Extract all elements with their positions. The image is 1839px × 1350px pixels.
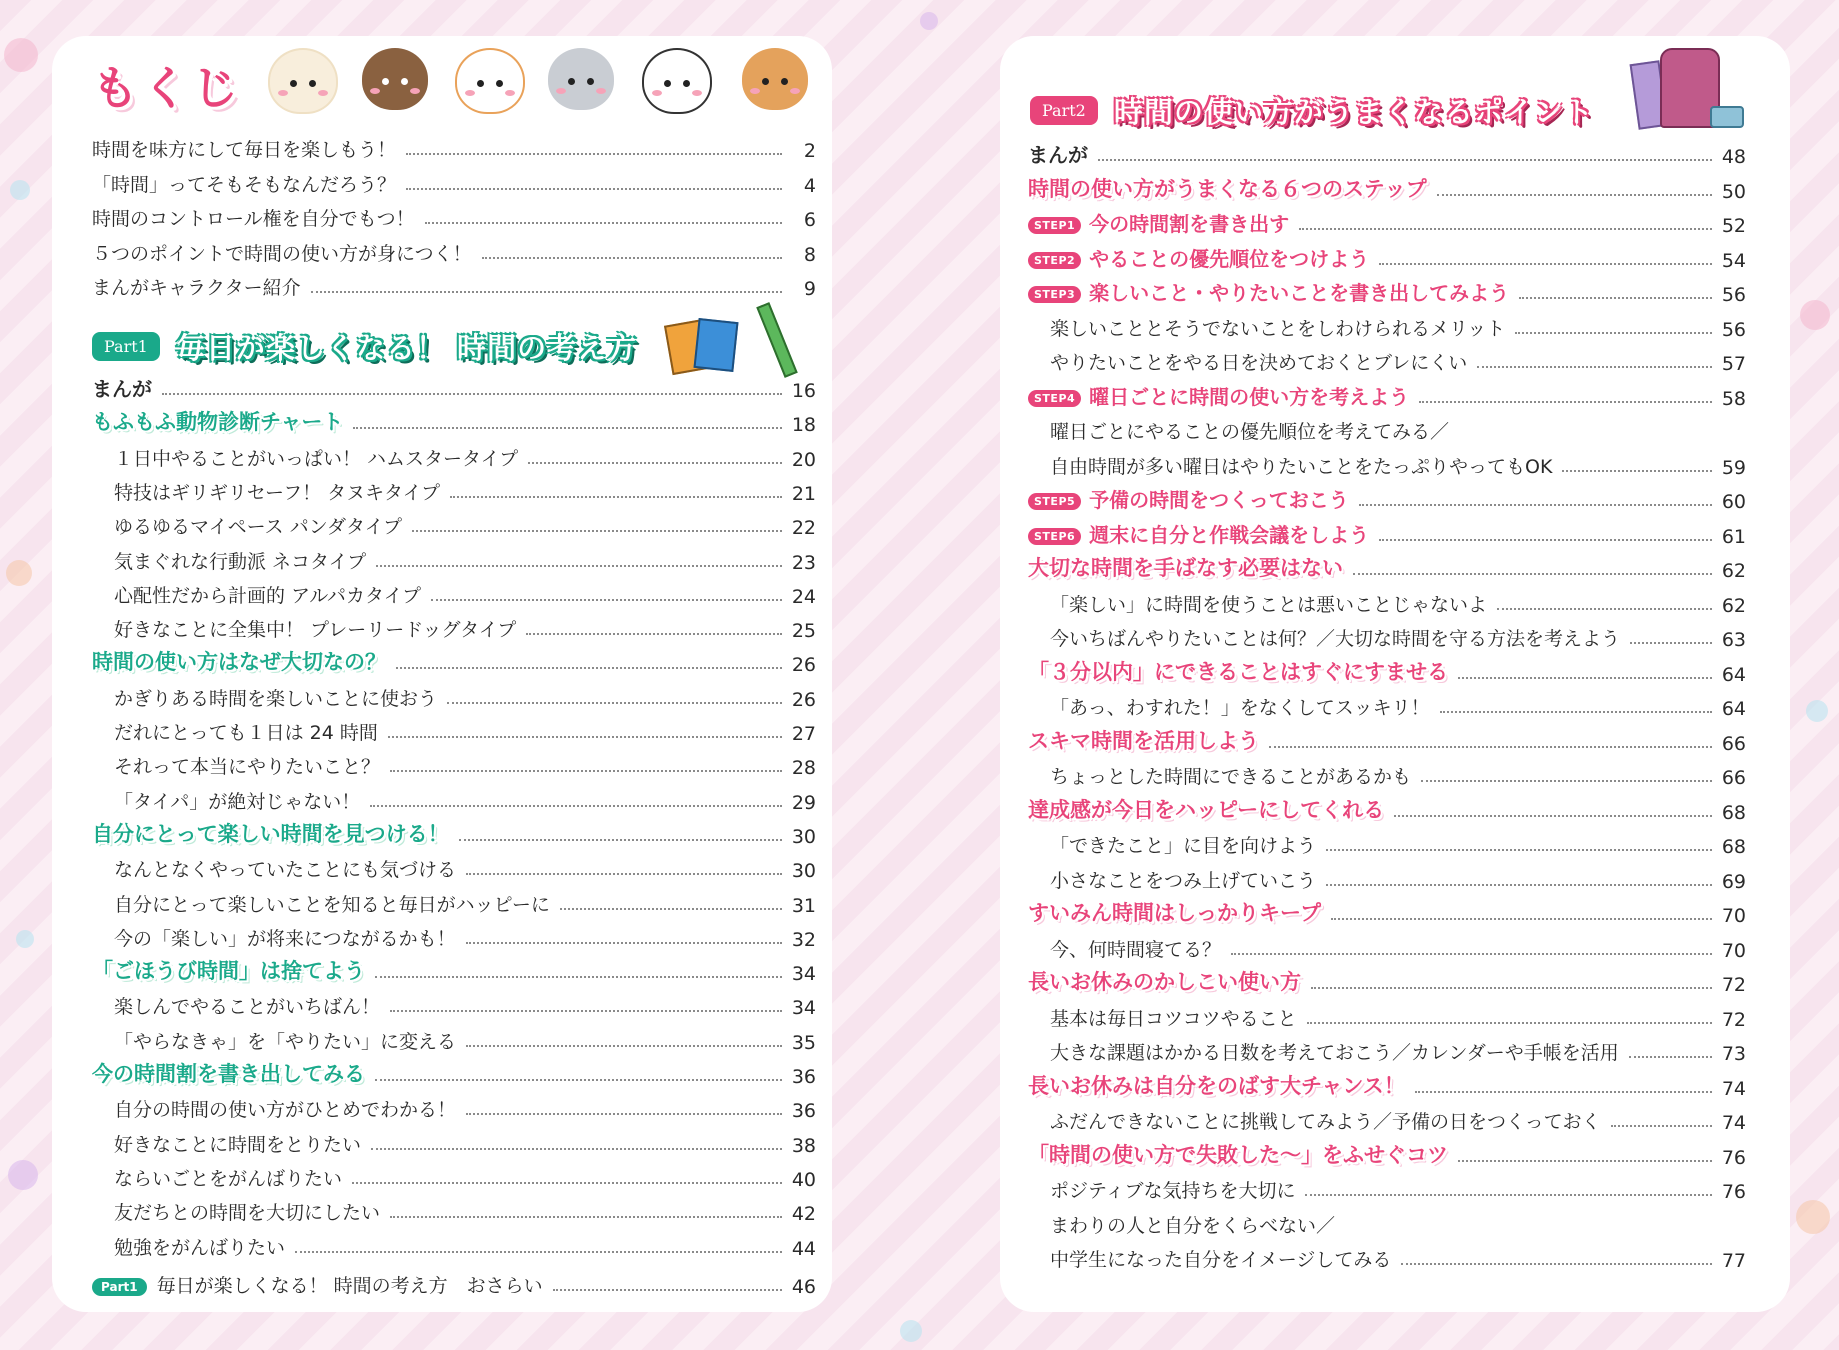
- toc-row[interactable]: [92, 646, 816, 676]
- toc-entry-title: 「やらなきゃ」を「やりたい」に変える: [114, 1030, 457, 1053]
- page-number: 21: [791, 482, 816, 505]
- page-number: 48: [1721, 146, 1746, 168]
- page-number: 35: [791, 1031, 816, 1054]
- toc-row[interactable]: [114, 1127, 816, 1157]
- toc-row[interactable]: [1028, 966, 1746, 996]
- part1-review-badge: Part1: [92, 1278, 147, 1296]
- page-number: 4: [803, 174, 816, 197]
- page-number: 26: [791, 654, 816, 677]
- toc-row[interactable]: [114, 612, 816, 642]
- toc-entry-title: まんが: [92, 377, 152, 401]
- page-number: 57: [1721, 353, 1746, 375]
- part2-badge: Part2: [1030, 96, 1098, 125]
- toc-entry-title: 長いお休みは自分をのばす大チャンス！: [1028, 1073, 1405, 1098]
- page-number: 72: [1721, 1008, 1746, 1031]
- toc-row[interactable]: [1028, 725, 1746, 755]
- dot-leader: [1440, 711, 1712, 713]
- toc-row[interactable]: [114, 475, 816, 505]
- toc-row[interactable]: [1028, 656, 1746, 686]
- step-badge: STEP2: [1028, 252, 1081, 269]
- dot-leader: [1098, 159, 1712, 161]
- page-number: 36: [791, 1066, 816, 1088]
- toc-entry-title: 曜日ごとにやることの優先順位を考えてみる／: [1050, 421, 1450, 443]
- toc-row[interactable]: [1050, 1242, 1746, 1272]
- toc-entry-title: ５つのポイントで時間の使い方が身につく！: [92, 242, 472, 265]
- page-number: 29: [791, 791, 816, 814]
- toc-entry-title: STEP6 週末に自分と作戦会議をしよう: [1028, 519, 1369, 548]
- toc-entry-title: 楽しんでやることがいちばん！: [114, 996, 381, 1019]
- toc-row[interactable]: [114, 681, 816, 711]
- toc-entry-title: 「ごほうび時間」は捨てよう: [92, 959, 365, 984]
- toc-row[interactable]: [114, 578, 816, 608]
- page-number: 76: [1721, 1181, 1746, 1203]
- dot-leader: [425, 222, 782, 224]
- page-number: 38: [791, 1134, 816, 1157]
- toc-row[interactable]: [1028, 483, 1746, 513]
- toc-entry-title: 今、何時間寝てる？: [1050, 938, 1222, 961]
- toc-row[interactable]: [1028, 173, 1746, 203]
- toc-row[interactable]: [1028, 518, 1746, 548]
- toc-row[interactable]: [114, 544, 816, 574]
- dot-leader: [560, 908, 782, 910]
- hamster-icon: [548, 48, 614, 110]
- dot-leader: [1515, 332, 1712, 334]
- toc-row[interactable]: [92, 270, 816, 300]
- toc-row[interactable]: [114, 715, 816, 745]
- page-number: 28: [791, 757, 816, 780]
- dot-leader: [390, 1216, 782, 1218]
- toc-row[interactable]: [1028, 897, 1746, 927]
- page-number: 24: [791, 585, 816, 608]
- part1-badge: Part1: [92, 332, 160, 361]
- page-number: 76: [1721, 1146, 1746, 1169]
- page-number: 27: [791, 723, 816, 745]
- toc-entry-title: 今の時間割を書き出してみる: [92, 1062, 365, 1086]
- dot-leader: [466, 873, 782, 875]
- toc-row[interactable]: [92, 167, 816, 197]
- toc-entry-title: スキマ時間を活用しよう: [1028, 728, 1259, 753]
- dot-leader: [371, 1148, 782, 1150]
- toc-entry-title: ちょっとした時間にできることがあるかも: [1050, 766, 1412, 788]
- page-number: 26: [791, 688, 816, 711]
- toc-row[interactable]: [1028, 794, 1746, 824]
- toc-entry-title: それって本当にやりたいこと？: [114, 756, 381, 779]
- toc-row[interactable]: [114, 1195, 816, 1225]
- page-number: 2: [803, 140, 816, 162]
- toc-row[interactable]: [1050, 449, 1746, 479]
- toc-row[interactable]: [1050, 1208, 1746, 1238]
- toc-row[interactable]: [92, 1058, 816, 1088]
- toc-row[interactable]: [114, 1161, 816, 1191]
- dot-leader: [1379, 263, 1712, 265]
- toc-row[interactable]: [1050, 690, 1746, 720]
- toc-entry-title: Part1 毎日が楽しくなる！ 時間の考え方 おさらい: [92, 1271, 543, 1298]
- toc-entry-title: すいみん時間はしっかりキープ: [1028, 901, 1321, 925]
- toc-entry-title: 長いお休みのかしこい使い方: [1028, 970, 1301, 994]
- page-number: 50: [1721, 180, 1746, 203]
- toc-row[interactable]: [92, 236, 816, 266]
- dot-leader: [1359, 504, 1712, 506]
- toc-row[interactable]: [114, 1092, 816, 1122]
- toc-entry-title: 時間を味方にして毎日を楽しもう！: [92, 139, 397, 161]
- toc-entry-title: 中学生になった自分をイメージしてみる: [1050, 1249, 1392, 1271]
- toc-row[interactable]: [1050, 414, 1746, 444]
- dot-leader: [1331, 918, 1712, 920]
- toc-row[interactable]: [1028, 552, 1746, 582]
- page-number: 72: [1721, 974, 1746, 996]
- toc-row[interactable]: [92, 372, 816, 402]
- toc-entry-title: 「時間」ってそもそもなんだろう？: [92, 173, 397, 196]
- page-number: 52: [1721, 215, 1746, 237]
- page-number: 64: [1721, 663, 1746, 686]
- step-badge: STEP1: [1028, 217, 1081, 234]
- page-number: 66: [1721, 732, 1746, 755]
- toc-row[interactable]: [1050, 1035, 1746, 1065]
- dot-leader: [450, 496, 782, 498]
- part1-title: 毎日が楽しくなる！ 時間の考え方: [176, 331, 638, 365]
- toc-entry-title: 「時間の使い方で失敗した〜」をふせぐコツ: [1028, 1142, 1448, 1167]
- cat-icon: [455, 48, 525, 114]
- school-bag-icon: [1630, 40, 1740, 130]
- toc-entry-title: 「３分以内」にできることはすぐにすませる: [1028, 659, 1448, 684]
- toc-row[interactable]: [1050, 1001, 1746, 1031]
- prairie-dog-icon: [742, 48, 808, 110]
- dot-leader: [412, 530, 782, 532]
- page-number: 44: [791, 1237, 816, 1260]
- toc-entry-title: 自分の時間の使い方がひとめでわかる！: [114, 1099, 457, 1122]
- notebooks-icon: [668, 318, 738, 370]
- dot-leader: [388, 736, 782, 738]
- toc-entry-title: 心配性だから計画的 アルパカタイプ: [114, 584, 422, 607]
- toc-row[interactable]: [1050, 345, 1746, 375]
- page-number: 22: [791, 517, 816, 540]
- dot-leader: [390, 1010, 782, 1012]
- toc-entry-title: 気まぐれな行動派 ネコタイプ: [114, 550, 367, 573]
- toc-row[interactable]: [92, 201, 816, 231]
- dot-leader: [396, 667, 782, 669]
- page-number: 68: [1721, 801, 1746, 824]
- dot-leader: [375, 976, 782, 978]
- page-number: 23: [791, 551, 816, 574]
- toc-entry-title: やりたいことをやる日を決めておくとブレにくい: [1050, 352, 1468, 374]
- toc-row[interactable]: [1050, 587, 1746, 617]
- toc-entry-title: 今の「楽しい」が将来につながるかも！: [114, 927, 456, 950]
- dot-leader: [1458, 1160, 1712, 1162]
- toc-entry-title: STEP3 楽しいこと・やりたいことを書き出してみよう: [1028, 277, 1509, 306]
- alpaca-icon: [268, 48, 338, 114]
- toc-entry-title: 好きなことに全集中！ プレーリードッグタイプ: [114, 619, 517, 642]
- page-number: 54: [1721, 249, 1746, 272]
- page-number: 9: [803, 278, 816, 300]
- page-number: 6: [803, 209, 816, 231]
- toc-entry-title: １日中やることがいっぱい！ ハムスタータイプ: [114, 447, 519, 470]
- dot-leader: [1497, 608, 1712, 610]
- toc-entry-title: 大きな課題はかかる日数を考えておこう／カレンダーや手帳を活用: [1050, 1042, 1619, 1064]
- toc-entry-title: 時間のコントロール権を自分でもつ！: [92, 208, 415, 230]
- toc-row[interactable]: [1028, 1139, 1746, 1169]
- toc-row[interactable]: [114, 852, 816, 882]
- toc-row[interactable]: [114, 509, 816, 539]
- toc-entry-title: 「楽しい」に時間を使うことは悪いことじゃないよ: [1050, 593, 1488, 616]
- dot-leader: [1326, 884, 1712, 886]
- dot-leader: [447, 702, 782, 704]
- page-number: 66: [1721, 767, 1746, 789]
- toc-entry-title: 大切な時間を手ばなす必要はない: [1028, 556, 1343, 580]
- page-number: 58: [1721, 387, 1746, 410]
- dot-leader: [1477, 366, 1712, 368]
- dot-leader: [1379, 539, 1712, 541]
- dot-leader: [162, 393, 782, 395]
- toc-entry-title: 基本は毎日コツコツやること: [1050, 1007, 1297, 1030]
- toc-row[interactable]: [114, 784, 816, 814]
- toc-entry-title: だれにとっても１日は 24 時間: [114, 722, 378, 744]
- dot-leader: [1421, 780, 1712, 782]
- dot-leader: [1401, 1263, 1711, 1265]
- toc-row[interactable]: [92, 1268, 816, 1298]
- toc-row[interactable]: [114, 887, 816, 917]
- page-number: 64: [1721, 698, 1746, 720]
- page-number: 16: [791, 380, 816, 402]
- dot-leader: [466, 1113, 782, 1115]
- dot-leader: [1299, 228, 1712, 230]
- dot-leader: [1311, 987, 1712, 989]
- page-number: 56: [1721, 284, 1746, 306]
- dot-leader: [295, 1251, 782, 1253]
- toc-entry-title: 特技はギリギリセーフ！ タヌキタイプ: [114, 481, 441, 504]
- toc-entry-title: 時間の使い方はなぜ大切なの？: [92, 650, 386, 675]
- dot-leader: [482, 257, 782, 259]
- page-number: 20: [791, 448, 816, 471]
- page-number: 56: [1721, 318, 1746, 341]
- toc-entry-title: 「タイパ」が絶対じゃない！: [114, 790, 361, 813]
- toc-row[interactable]: [92, 818, 816, 848]
- toc-entry-title: 「あっ、わすれた！」をなくしてスッキリ！: [1050, 697, 1430, 719]
- page-title: もくじ: [92, 61, 242, 115]
- toc-entry-title: 達成感が今日をハッピーにしてくれる: [1028, 797, 1385, 822]
- dot-leader: [1307, 1022, 1712, 1024]
- step-badge: STEP5: [1028, 493, 1081, 510]
- toc-entry-title: 友だちとの時間を大切にしたい: [114, 1202, 381, 1225]
- toc-row[interactable]: [114, 1024, 816, 1054]
- dot-leader: [370, 805, 782, 807]
- toc-entry-title: ゆるゆるマイペース パンダタイプ: [114, 516, 403, 539]
- dot-leader: [1269, 746, 1712, 748]
- dot-leader: [376, 565, 782, 567]
- dot-leader: [1458, 677, 1712, 679]
- page-number: 32: [791, 928, 816, 951]
- toc-row[interactable]: [114, 989, 816, 1019]
- page-number: 63: [1721, 629, 1746, 651]
- step-badge: STEP3: [1028, 286, 1081, 303]
- part2-title: 時間の使い方がうまくなるポイント: [1114, 95, 1595, 129]
- toc-entry-title: 勉強をがんばりたい: [114, 1236, 286, 1259]
- toc-entry-title: 今いちばんやりたいことは何？／大切な時間を守る方法を考えよう: [1050, 628, 1621, 650]
- dot-leader: [1415, 1091, 1712, 1093]
- panda-icon: [642, 48, 712, 114]
- toc-entry-title: 小さなことをつみ上げていこう: [1050, 869, 1317, 892]
- toc-entry-title: 楽しいこととそうでないことをしわけられるメリット: [1050, 317, 1506, 340]
- dot-leader: [1353, 573, 1712, 575]
- toc-entry-title: STEP1 今の時間割を書き出す: [1028, 208, 1289, 237]
- page-number: 70: [1721, 939, 1746, 962]
- toc-row[interactable]: [1050, 863, 1746, 893]
- page-number: 77: [1721, 1250, 1746, 1272]
- page-number: 31: [791, 894, 816, 917]
- dot-leader: [1419, 401, 1712, 403]
- toc-entry-title: STEP4 曜日ごとに時間の使い方を考えよう: [1028, 381, 1409, 410]
- page-number: 8: [803, 243, 816, 266]
- dot-leader: [1611, 1125, 1712, 1127]
- page-number: 69: [1721, 870, 1746, 893]
- toc-row[interactable]: [114, 441, 816, 471]
- dot-leader: [466, 942, 782, 944]
- dot-leader: [406, 188, 782, 190]
- toc-row[interactable]: [114, 1230, 816, 1260]
- toc-row[interactable]: [92, 406, 816, 436]
- dot-leader: [431, 599, 782, 601]
- dot-leader: [406, 153, 782, 155]
- dot-leader: [1629, 1056, 1712, 1058]
- dot-leader: [1231, 953, 1712, 955]
- toc-row[interactable]: [1050, 828, 1746, 858]
- toc-entry-title: 「できたこと」に目を向けよう: [1050, 835, 1317, 857]
- page-number: 42: [791, 1203, 816, 1226]
- toc-entry-title: 好きなことに時間をとりたい: [114, 1133, 362, 1156]
- toc-row[interactable]: [1028, 242, 1746, 272]
- toc-entry-title: 自分にとって楽しい時間を見つける！: [92, 821, 449, 846]
- dot-leader: [1630, 642, 1712, 644]
- toc-row[interactable]: [1028, 276, 1746, 306]
- toc-entry-title: ふだんできないことに挑戦してみよう／予備の日をつくっておく: [1050, 1111, 1601, 1133]
- page-number: 59: [1721, 456, 1746, 479]
- page-number: 74: [1721, 1077, 1746, 1100]
- toc-entry-title: まわりの人と自分をくらべない／: [1050, 1214, 1336, 1237]
- toc-row[interactable]: [114, 921, 816, 951]
- page-number: 60: [1721, 491, 1746, 513]
- toc-row[interactable]: [1028, 380, 1746, 410]
- dot-leader: [1519, 297, 1712, 299]
- toc-entry-title: ならいごとをがんばりたい: [114, 1167, 343, 1190]
- toc-row[interactable]: [1028, 207, 1746, 237]
- page-number: 36: [791, 1100, 816, 1123]
- toc-row[interactable]: [1050, 621, 1746, 651]
- toc-row[interactable]: [1050, 311, 1746, 341]
- step-badge: STEP4: [1028, 390, 1081, 407]
- toc-entry-title: STEP5 予備の時間をつくっておこう: [1028, 484, 1349, 513]
- toc-row[interactable]: [114, 749, 816, 779]
- dot-leader: [375, 1079, 782, 1081]
- toc-entry-title: 自分にとって楽しいことを知ると毎日がハッピーに: [114, 893, 550, 916]
- page-number: 18: [791, 414, 816, 437]
- toc-entry-title: STEP2 やることの優先順位をつけよう: [1028, 243, 1369, 272]
- dot-leader: [311, 291, 782, 293]
- toc-row[interactable]: [1028, 1070, 1746, 1100]
- page-number: 34: [791, 997, 816, 1020]
- toc-row[interactable]: [92, 955, 816, 985]
- dot-leader: [466, 1045, 782, 1047]
- dot-leader: [528, 462, 782, 464]
- toc-entry-title: まんがキャラクター紹介: [92, 277, 301, 299]
- tanuki-icon: [362, 48, 428, 110]
- page-number: 61: [1721, 525, 1746, 548]
- toc-row[interactable]: [1028, 138, 1746, 168]
- page-number: 30: [791, 860, 816, 883]
- dot-leader: [526, 633, 782, 635]
- dot-leader: [1437, 194, 1712, 196]
- toc-entry-title: かぎりある時間を楽しいことに使おう: [114, 687, 438, 710]
- page-number: 30: [791, 825, 816, 848]
- page-number: 62: [1721, 594, 1746, 617]
- dot-leader: [459, 839, 782, 841]
- toc-row[interactable]: [1050, 1104, 1746, 1134]
- page-number: 25: [791, 620, 816, 643]
- toc-row[interactable]: [1050, 932, 1746, 962]
- page-number: 46: [791, 1276, 816, 1298]
- toc-row[interactable]: [92, 132, 816, 162]
- toc-entry-title: 時間の使い方がうまくなる６つのステップ: [1028, 176, 1427, 201]
- page-number: 68: [1721, 836, 1746, 858]
- page-number: 62: [1721, 560, 1746, 582]
- dot-leader: [352, 1182, 782, 1184]
- page-number: 34: [791, 963, 816, 986]
- dot-leader: [1326, 849, 1712, 851]
- toc-row[interactable]: [1050, 759, 1746, 789]
- page-number: 73: [1721, 1043, 1746, 1065]
- dot-leader: [390, 770, 782, 772]
- dot-leader: [553, 1289, 782, 1291]
- page-number: 40: [791, 1168, 816, 1191]
- toc-entry-title: まんが: [1028, 143, 1088, 167]
- toc-entry-title: 自由時間が多い曜日はやりたいことをたっぷりやってもOK: [1050, 455, 1553, 478]
- toc-entry-title: なんとなくやっていたことにも気づける: [114, 859, 457, 882]
- toc-row[interactable]: [1050, 1173, 1746, 1203]
- dot-leader: [1562, 470, 1711, 472]
- toc-entry-title: ポジティブな気持ちを大切に: [1050, 1180, 1296, 1202]
- step-badge: STEP6: [1028, 528, 1081, 545]
- toc-entry-title: もふもふ動物診断チャート: [92, 410, 344, 435]
- dot-leader: [353, 427, 781, 429]
- page-number: 70: [1721, 905, 1746, 927]
- page-number: 74: [1721, 1112, 1746, 1134]
- dot-leader: [1394, 815, 1712, 817]
- dot-leader: [1305, 1194, 1711, 1196]
